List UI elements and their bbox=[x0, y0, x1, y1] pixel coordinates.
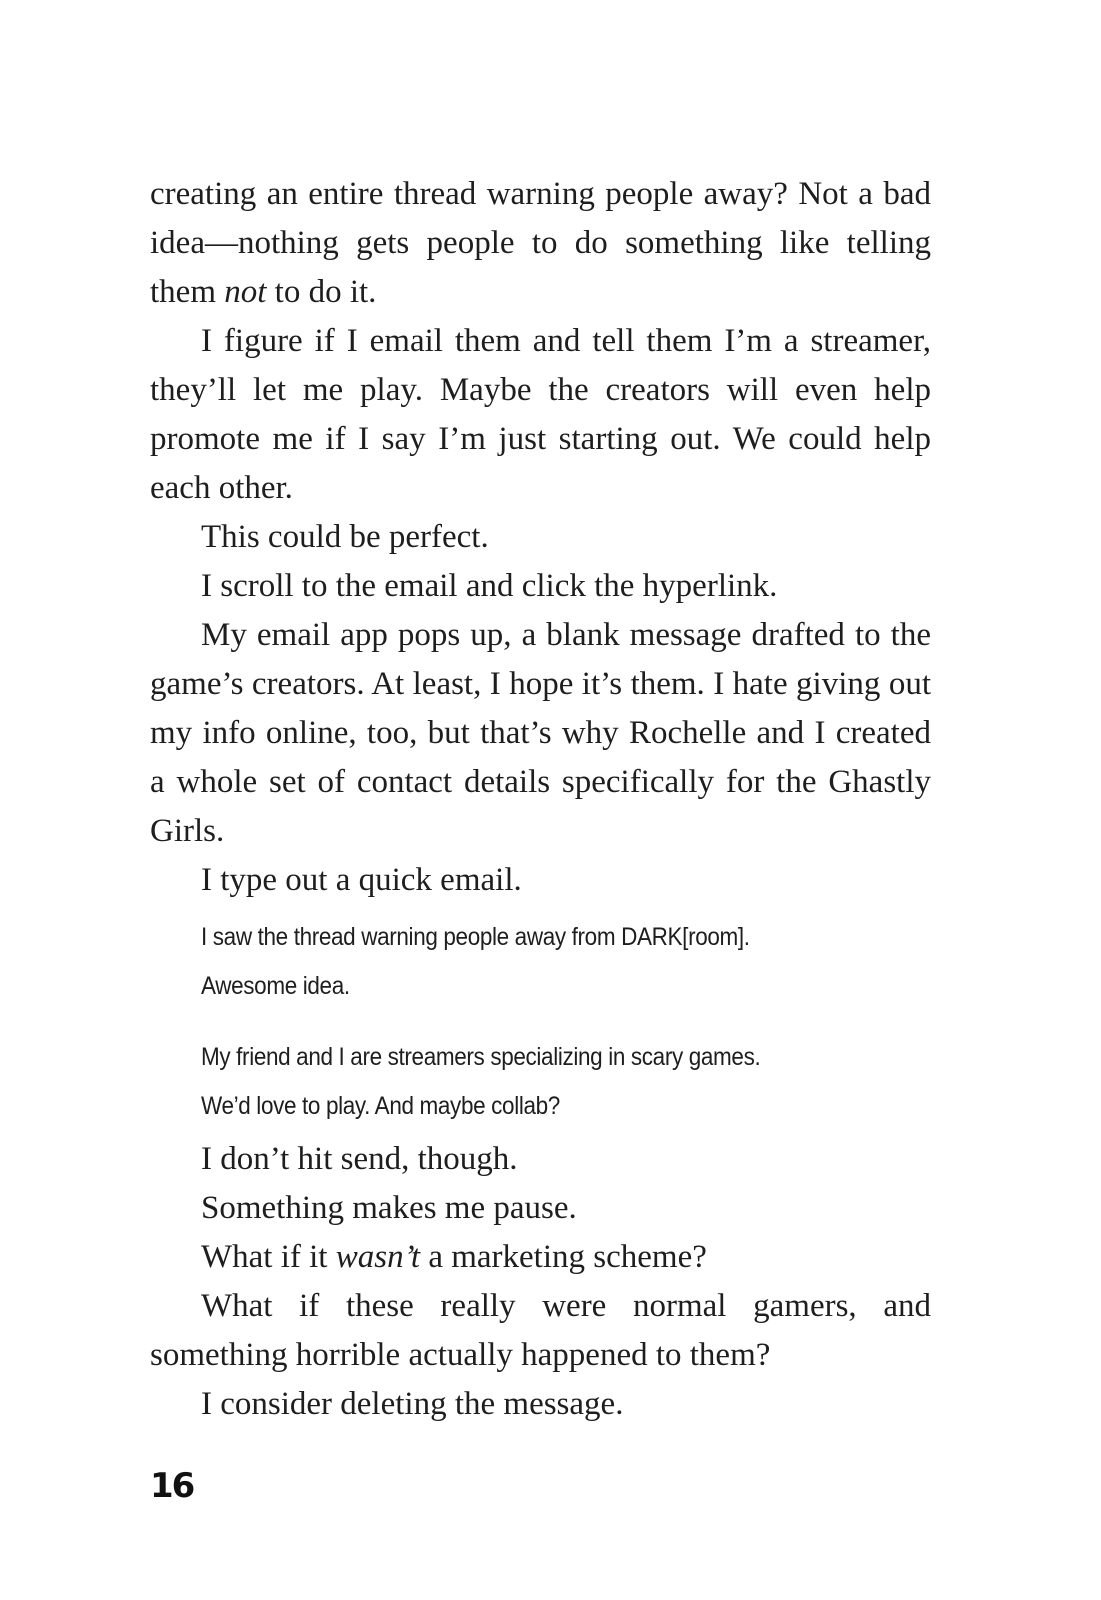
text-run: I type out a quick email. bbox=[201, 862, 522, 898]
paragraph bbox=[150, 1184, 931, 1233]
page-body bbox=[150, 170, 931, 1429]
text-run: My email app pops up, a blank message drafted to the game’s creators. At least, I hope it’s them. I hate giving out my info online, too, but that’s why Rochelle and I created a whole set of contact details specifically for the Ghastly Girls. bbox=[150, 617, 931, 849]
paragraphs-after-email bbox=[150, 1135, 931, 1429]
email-paragraph bbox=[201, 913, 849, 1011]
text-run: I scroll to the email and click the hyperlink. bbox=[201, 568, 778, 604]
text-run: What if these really were normal gamers, and something horrible actually happened to them? bbox=[150, 1288, 931, 1373]
text-run: creating an entire thread warning people away? Not a bad idea—nothing gets people to do something like telling them bbox=[150, 176, 931, 310]
text-run: to do it. bbox=[266, 274, 377, 310]
paragraph bbox=[150, 611, 931, 856]
text-run: a marketing scheme? bbox=[420, 1239, 707, 1275]
email-line: My friend and I are streamers specializing in scary games. bbox=[201, 1043, 761, 1071]
email-line: I saw the thread warning people away from DARK[room]. bbox=[201, 923, 750, 951]
paragraph bbox=[150, 1380, 931, 1429]
email-paragraph bbox=[201, 1033, 849, 1131]
italic-text-run: wasn’t bbox=[335, 1239, 421, 1275]
paragraph bbox=[150, 856, 931, 905]
paragraph bbox=[150, 562, 931, 611]
email-line: We’d love to play. And maybe collab? bbox=[201, 1092, 560, 1120]
paragraph bbox=[150, 1135, 931, 1184]
text-run: Something makes me pause. bbox=[201, 1190, 577, 1226]
paragraph bbox=[150, 513, 931, 562]
italic-text-run: not bbox=[224, 274, 267, 310]
text-run: I figure if I email them and tell them I’m a streamer, they’ll let me play. Maybe the creators will even help promote me if I say I’m just starting out. We could help each other. bbox=[150, 323, 931, 506]
page-number: 16 bbox=[150, 1466, 194, 1506]
text-run: What if it bbox=[201, 1239, 336, 1275]
email-draft bbox=[201, 913, 849, 1131]
email-line: Awesome idea. bbox=[201, 972, 350, 1000]
text-run: I consider deleting the message. bbox=[201, 1386, 624, 1422]
text-run: This could be perfect. bbox=[201, 519, 489, 555]
paragraph bbox=[150, 317, 931, 513]
paragraph bbox=[150, 1233, 931, 1282]
text-run: I don’t hit send, though. bbox=[201, 1141, 518, 1177]
paragraph bbox=[150, 1282, 931, 1380]
paragraph bbox=[150, 170, 931, 317]
